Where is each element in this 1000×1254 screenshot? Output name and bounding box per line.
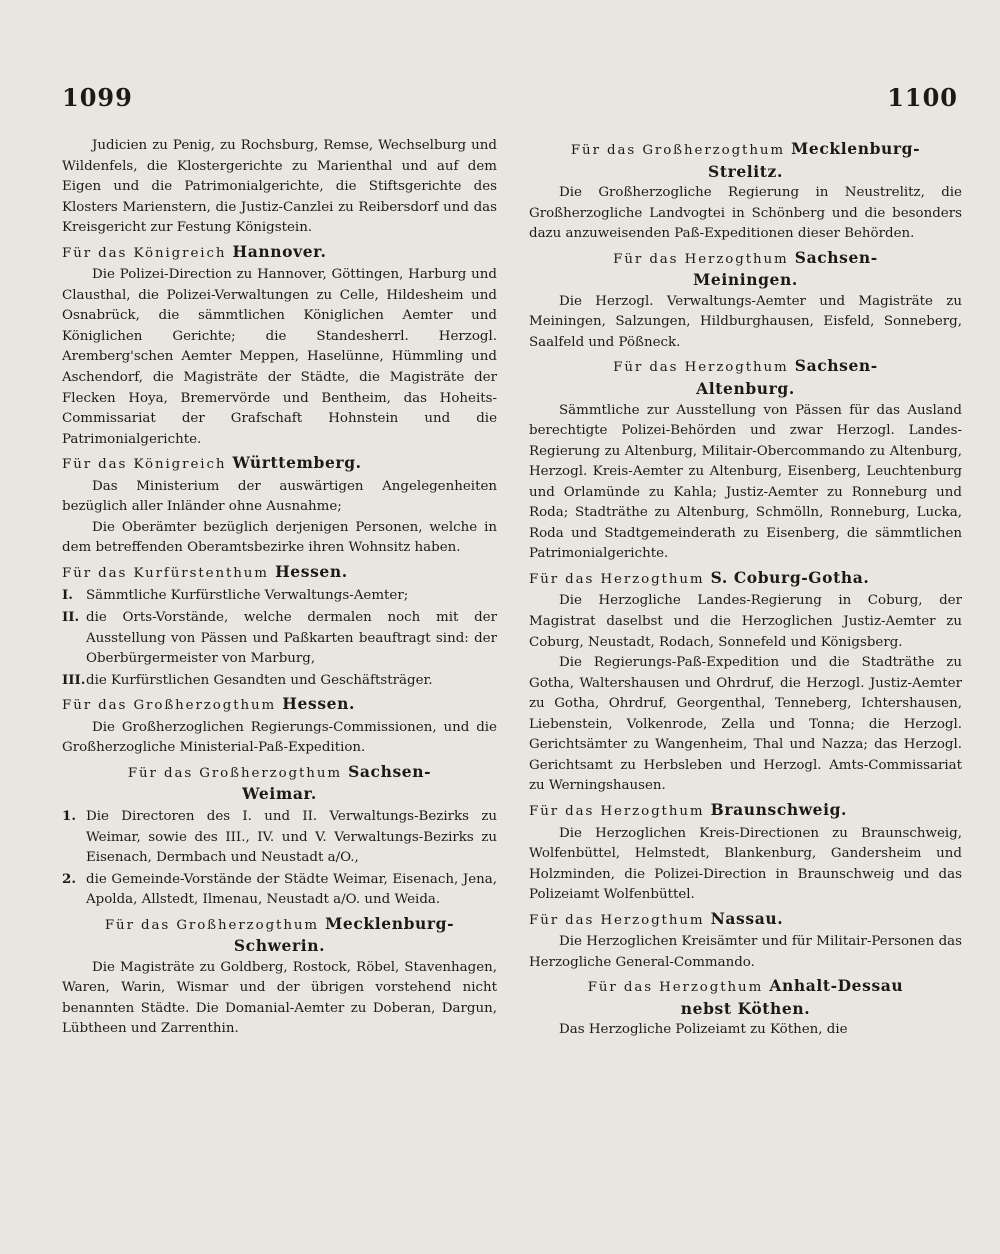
page-number-right: 1100 [887, 83, 958, 112]
section [529, 909, 962, 974]
section-heading [62, 242, 497, 265]
section-heading-prefix: Für das Großherzogthum [104, 917, 326, 933]
section [529, 139, 962, 245]
section-heading-continuation: Strelitz. [708, 161, 783, 181]
section [62, 242, 497, 450]
section-heading-continuation: Meiningen. [693, 270, 798, 290]
list-item [62, 806, 497, 869]
paragraph: Die Herzogl. Verwaltungs-Aemter und Magisträte zu Meiningen, Salzungen, Hildburghausen, Eisfeld, Sonneberg, Saalfeld und Pößneck. [529, 293, 962, 350]
paragraph: Das Herzogliche Polizeiamt zu Köthen, die [559, 1022, 848, 1038]
section-heading-prefix: Für das Herzogthum [587, 980, 770, 996]
section-heading-prefix: Für das Großherzogthum [62, 698, 283, 714]
paragraph: Judicien zu Penig, zu Rochsburg, Remse, Wechselburg und Wildenfels, die Klostergerichte zu Marienthal und auf dem Eigen und die Patrimonialgerichte, die Stiftsgerichte des Klosters Marienstern, die Justiz-Canzlei zu Reibersdorf und das Kreisgericht zur Festung Königstein. [62, 138, 497, 236]
section-heading-state: Hessen. [275, 561, 348, 581]
section-heading-state: Nassau. [710, 908, 784, 928]
section [529, 356, 962, 564]
section-heading [529, 800, 962, 823]
list-item-number: II. [62, 609, 80, 626]
section-heading [62, 562, 497, 585]
section [529, 976, 962, 1041]
list-item-text: Die Directoren des I. und II. Verwaltungs-Bezirks zu Weimar, sowie des III., IV. und V. Verwaltungs-Bezirks zu Eisenach, Dermbach und Neustadt a/O., [86, 808, 497, 866]
list-item [62, 670, 497, 692]
section-heading [529, 568, 962, 591]
list-item [62, 869, 497, 911]
section-heading [529, 356, 962, 399]
section-heading-continuation: Weimar. [242, 784, 317, 804]
paragraph: Die Polizei-Direction zu Hannover, Göttingen, Harburg und Clausthal, die Polizei-Verwaltungen zu Celle, Hildesheim und Osnabrück, die sämmtlichen Königlichen Aemter und Königlichen Gerichte; die Standesherrl. Herzogl. Aremberg'schen Aemter Meppen, Haselünne, Hümmling und Aschendorf, die Magisträte der Städte, die Magisträte der Flecken Hoya, Bremervörde und Bentheim, das Hoheits-Commissariat der Grafschaft Hohnstein und die Patrimonialgerichte. [62, 267, 497, 447]
paragraph: Die Magisträte zu Goldberg, Rostock, Röbel, Stavenhagen, Waren, Warin, Wismar und der übrigen vorstehend nicht benannten Städte. Die Domanial-Aemter zu Doberan, Dargun, Lübtheen und Zarrenthin. [62, 959, 497, 1037]
section-heading-state: Württemberg. [232, 453, 362, 473]
section [62, 762, 497, 911]
paragraph: Die Regierungs-Paß-Expedition und die Stadträthe zu Gotha, Waltershausen und Ohrdruf, die Herzogl. Justiz-Aemter zu Gotha, Ohrdruf, Georgenthal, Tenneberg, Ichtershausen, Liebenstein, Volkenrode, Zella und Tonna; die Herzogl. Gerichtsämter zu Wangenheim, Thal und Nazza; das Herzogl. Gerichtsamt zu Herbsleben und Herzogl. Amts-Commissariat zu Werningshausen. [529, 655, 962, 794]
section-heading [529, 909, 962, 932]
section-heading [62, 914, 497, 957]
section-heading-state: S. Coburg-Gotha. [710, 567, 870, 587]
list-item-text: die Gemeinde-Vorstände der Städte Weimar, Eisenach, Jena, Apolda, Allstedt, Ilmenau, Neustadt a/O. und Weida. [86, 871, 497, 908]
section-heading-prefix: Für das Herzogthum [613, 251, 795, 267]
left-column [62, 136, 497, 1040]
section [62, 914, 497, 1040]
section [62, 694, 497, 759]
section-heading-continuation: Altenburg. [696, 379, 795, 399]
section-heading-continuation: nebst Köthen. [680, 998, 811, 1018]
list-item-number: I. [62, 587, 73, 604]
paragraph: Die Oberämter bezüglich derjenigen Personen, welche in dem betreffenden Oberamtsbezirke ihren Wohnsitz haben. [62, 519, 497, 556]
section-heading-state: Mecklenburg- [325, 913, 455, 933]
list-item-number: 1. [62, 807, 76, 824]
section-heading-prefix: Für das Königreich [62, 245, 233, 261]
section-heading-state: Hessen. [282, 694, 355, 714]
section [62, 453, 497, 559]
section-heading-state: Sachsen- [348, 761, 432, 781]
section-heading [529, 248, 962, 291]
section-heading-prefix: Für das Herzogthum [529, 571, 711, 587]
section-heading-continuation: Schwerin. [233, 936, 326, 956]
paragraph: Die Großherzoglichen Regierungs-Commissionen, und die Großherzogliche Ministerial-Paß-Expedition. [62, 719, 497, 756]
section-heading-state: Hannover. [232, 241, 327, 261]
paragraph: Das Ministerium der auswärtigen Angelegenheiten bezüglich aller Inländer ohne Ausnahme; [62, 478, 497, 515]
section [62, 136, 497, 239]
right-column [529, 136, 962, 1041]
section-heading-prefix: Für das Herzogthum [529, 912, 711, 928]
section-heading-prefix: Für das Königreich [62, 457, 233, 473]
section-heading-prefix: Für das Großherzogthum [127, 765, 349, 781]
section-heading-state: Braunschweig. [710, 799, 848, 819]
list-item [62, 607, 497, 670]
paragraph: Die Herzoglichen Kreis-Directionen zu Braunschweig, Wolfenbüttel, Helmstedt, Blankenburg, Gandersheim und Holzminden, die Polizei-Direction in Braunschweig und das Polizeiamt Wolfenbüttel. [529, 825, 962, 903]
section [529, 800, 962, 906]
list-item-text: die Orts-Vorstände, welche dermalen noch mit der Ausstellung von Pässen und Paßkarten beauftragt sind: der Oberbürgermeister von Marburg, [86, 610, 497, 667]
list-item [62, 585, 497, 607]
section-heading [62, 762, 497, 805]
section-heading-state: Sachsen- [794, 247, 878, 267]
section-heading [529, 976, 962, 1019]
paragraph: Die Herzogliche Landes-Regierung in Coburg, der Magistrat daselbst und die Herzoglichen Justiz-Aemter zu Coburg, Neustadt, Rodach, Sonnefeld und Königsberg. [529, 593, 962, 650]
list-item-text: Sämmtliche Kurfürstliche Verwaltungs-Aemter; [86, 588, 409, 604]
section-heading-prefix: Für das Kurfürstenthum [62, 565, 276, 581]
section-heading [62, 453, 497, 476]
section [529, 568, 962, 797]
list-item-number: 2. [62, 870, 76, 887]
paragraph: Die Großherzogliche Regierung in Neustrelitz, die Großherzogliche Landvogtei in Schönberg und die besonders dazu anzuweisenden Paß-Expeditionen dieser Behörden. [529, 185, 962, 242]
paragraph: Sämmtliche zur Ausstellung von Pässen für das Ausland berechtigte Polizei-Behörden und zwar Herzogl. Landes-Regierung zu Altenburg, Militair-Obercommando zu Altenburg, Herzogl. Kreis-Aemter zu Altenburg, Eisenberg, Leuchtenburg und Orlamünde zu Kahla; Justiz-Aemter zu Ronneburg und Roda; Stadträthe zu Altenburg, Schmölln, Ronneburg, Lucka, Roda und Stadtgemeinderath zu Eisenberg, die sämmtlichen Patrimonialgerichte. [529, 402, 962, 562]
section-heading-prefix: Für das Großherzogthum [570, 143, 792, 158]
paragraph: Die Herzoglichen Kreisämter und für Militair-Personen das Herzogliche General-Commando. [529, 934, 962, 970]
list-item-text: die Kurfürstlichen Gesandten und Geschäftsträger. [86, 672, 433, 688]
section-heading [529, 139, 962, 182]
section-heading-state: Mecklenburg- [791, 139, 921, 158]
section-heading-state: Anhalt-Dessau [769, 976, 904, 996]
list-item-number: III. [62, 671, 86, 688]
section-heading [62, 694, 497, 717]
section-heading-prefix: Für das Herzogthum [613, 360, 795, 376]
section [529, 248, 962, 354]
section-heading-prefix: Für das Herzogthum [529, 803, 711, 819]
section [62, 562, 497, 691]
section-heading-state: Sachsen- [794, 356, 878, 376]
page-number-left: 1099 [62, 83, 133, 112]
